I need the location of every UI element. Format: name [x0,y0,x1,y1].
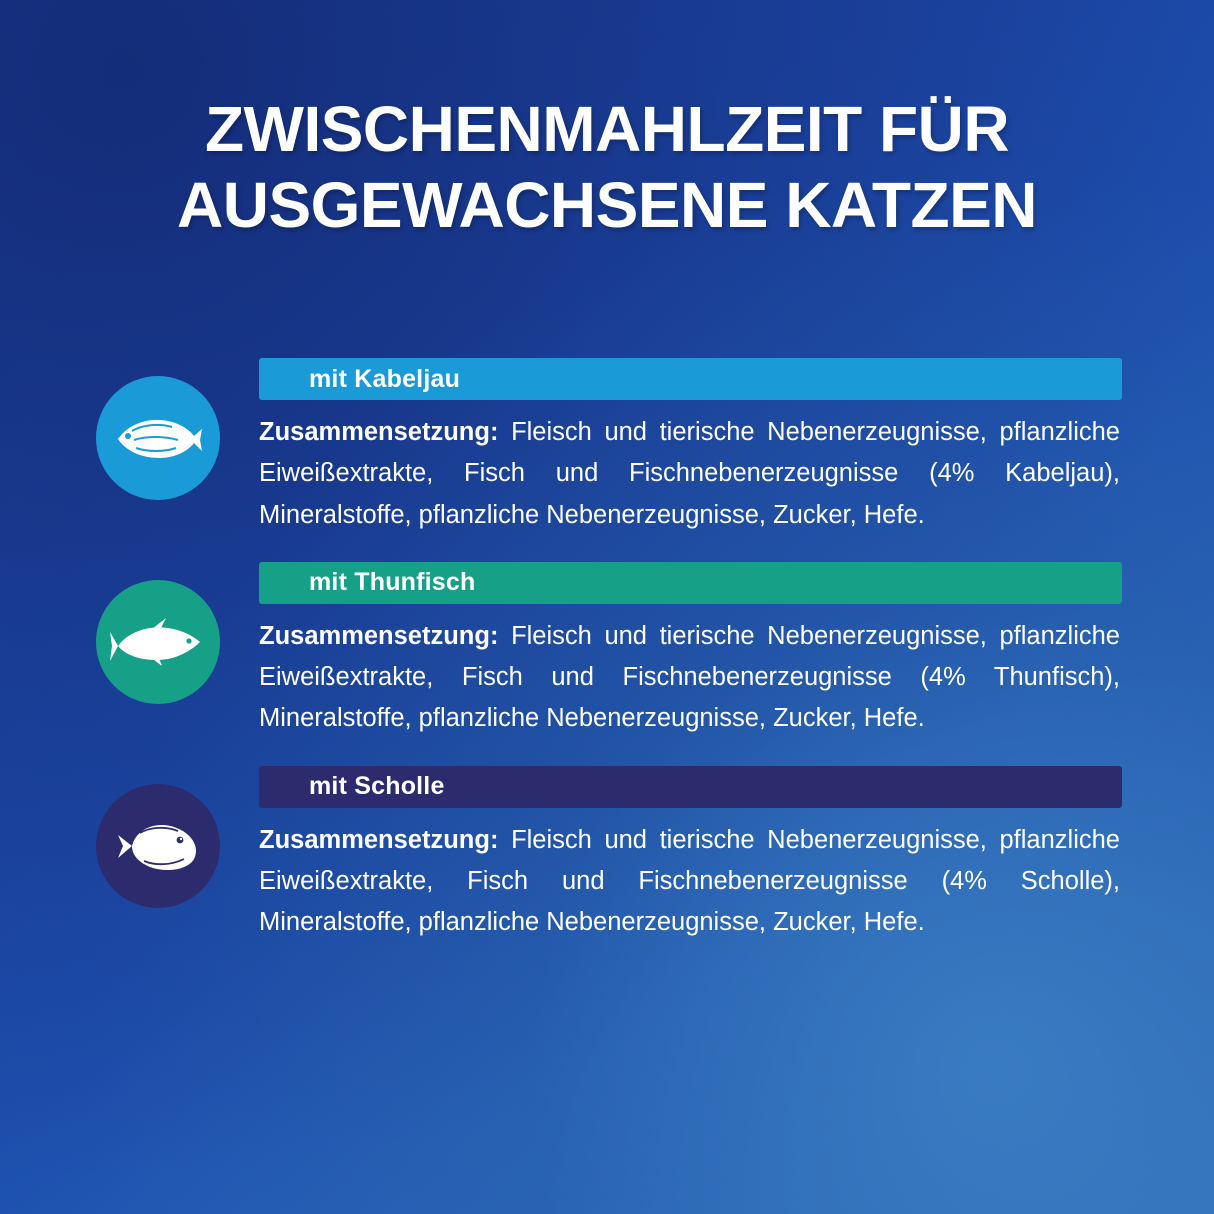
composition-text-thunfisch: Fleisch und tierische Nebenerzeugnisse, pflanzliche Eiweißextrakte, Fisch und Fischnebenerzeugnisse (4% Thunfisch), Mineralstoffe, pflanzliche Nebenerzeugnisse, Zucker, Hefe. [259,621,1120,733]
variant-description-kabeljau [259,412,1122,536]
title-line-2: AUSGEWACHSENE KATZEN [177,168,1037,241]
variant-description-scholle [259,820,1122,944]
variant-label-scholle: mit Scholle [309,772,445,801]
variant-description-thunfisch [259,616,1122,740]
variant-bar-scholle [259,766,1122,808]
variant-section-thunfisch [96,562,1122,740]
variant-list [0,358,1214,944]
composition-text-kabeljau: Fleisch und tierische Nebenerzeugnisse, pflanzliche Eiweißextrakte, Fisch und Fischnebenerzeugnisse (4% Kabeljau), Mineralstoffe, pflanzliche Nebenerzeugnisse, Zucker, Hefe. [259,418,1120,529]
tuna-fish-icon [110,616,206,668]
composition-text-scholle: Fleisch und tierische Nebenerzeugnisse, pflanzliche Eiweißextrakte, Fisch und Fischnebenerzeugnisse (4% Scholle), Mineralstoffe, pflanzliche Nebenerzeugnisse, Zucker, Hefe. [259,825,1120,937]
section-body-thunfisch [259,562,1122,740]
composition-heading-scholle: Zusammensetzung: [259,825,499,854]
composition-heading-thunfisch: Zusammensetzung: [259,621,499,650]
badge-scholle [96,784,220,908]
section-body-scholle [259,766,1122,944]
variant-section-scholle [96,766,1122,944]
badge-kabeljau [96,376,220,500]
variant-section-kabeljau [96,358,1122,536]
variant-label-kabeljau: mit Kabeljau [309,364,461,393]
variant-label-thunfisch: mit Thunfisch [309,568,476,597]
page-title [0,92,1214,243]
variant-bar-kabeljau [259,358,1122,400]
cod-fish-icon [112,409,204,467]
badge-thunfisch [96,580,220,704]
title-line-1: ZWISCHENMAHLZEIT FÜR [204,93,1010,165]
section-body-kabeljau [259,358,1122,536]
plaice-fish-icon [110,815,206,877]
variant-bar-thunfisch [259,562,1122,604]
composition-heading-kabeljau: Zusammensetzung: [259,418,499,446]
